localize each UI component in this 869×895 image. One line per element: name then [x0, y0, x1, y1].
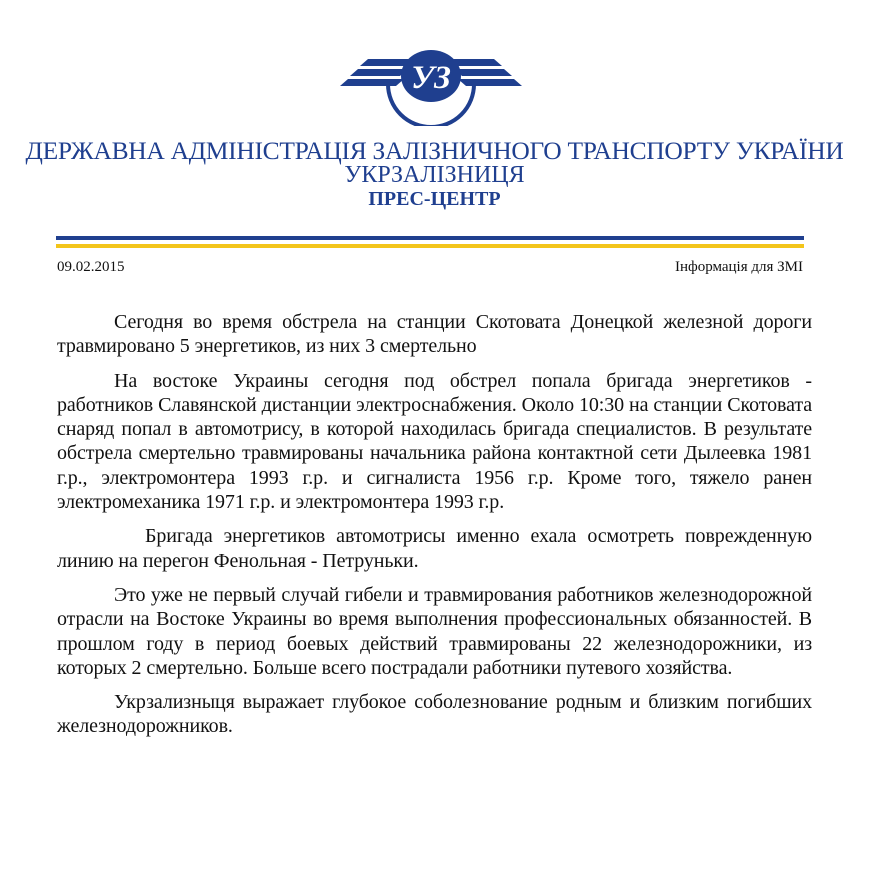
article-paragraph: Бригада энергетиков автомотрисы именно ехала осмотреть поврежденную линию на перегон Фенольная - Петруньки. — [57, 525, 812, 572]
article-paragraph: Укрзализныця выражает глубокое соболезнование родным и близким погибших железнодорожников. — [57, 691, 812, 738]
release-date: 09.02.2015 — [57, 259, 125, 275]
header-rule-blue — [56, 236, 804, 240]
org-subname: УКРЗАЛІЗНИЦЯ — [344, 162, 525, 188]
uz-logo — [338, 46, 524, 126]
press-center-title: ПРЕС-ЦЕНТР — [368, 188, 501, 210]
article-paragraph: Это уже не первый случай гибели и травмирования работников железнодорожной отрасли на Востоке Украины во время выполнения профессиональных обязанностей. В прошлом году в период боевых действий травмированы 22 железнодорожники, из которых 2 смертельно. Больше всего пострадали работники путевого хозяйства. — [57, 583, 812, 679]
media-info-label: Інформація для ЗМІ — [674, 259, 803, 275]
header-rule-yellow — [56, 244, 804, 248]
article-paragraph: На востоке Украины сегодня под обстрел попала бригада энергетиков - работников Славянской дистанции электроснабжения. Около 10:30 на станции Скотовата снаряд попал в автомотрису, в которой находилась бригада специалистов. В результате обстрела смертельно травмированы начальника района контактной сети Дылеевка 1981 г.р., электромонтера 1993 г.р. и сигналиста 1956 г.р. Кроме того, тяжело ранен электромеханика 1971 г.р. и электромонтера 1993 г.р. — [57, 369, 812, 514]
logo-text: УЗ — [411, 60, 451, 96]
article-body — [57, 310, 812, 749]
article-paragraph: Сегодня во время обстрела на станции Скотовата Донецкой железной дороги травмировано 5 энергетиков, из них 3 смертельно — [57, 311, 812, 358]
org-name: ДЕРЖАВНА АДМІНІСТРАЦІЯ ЗАЛІЗНИЧНОГО ТРАНСПОРТУ УКРАЇНИ — [25, 136, 844, 165]
